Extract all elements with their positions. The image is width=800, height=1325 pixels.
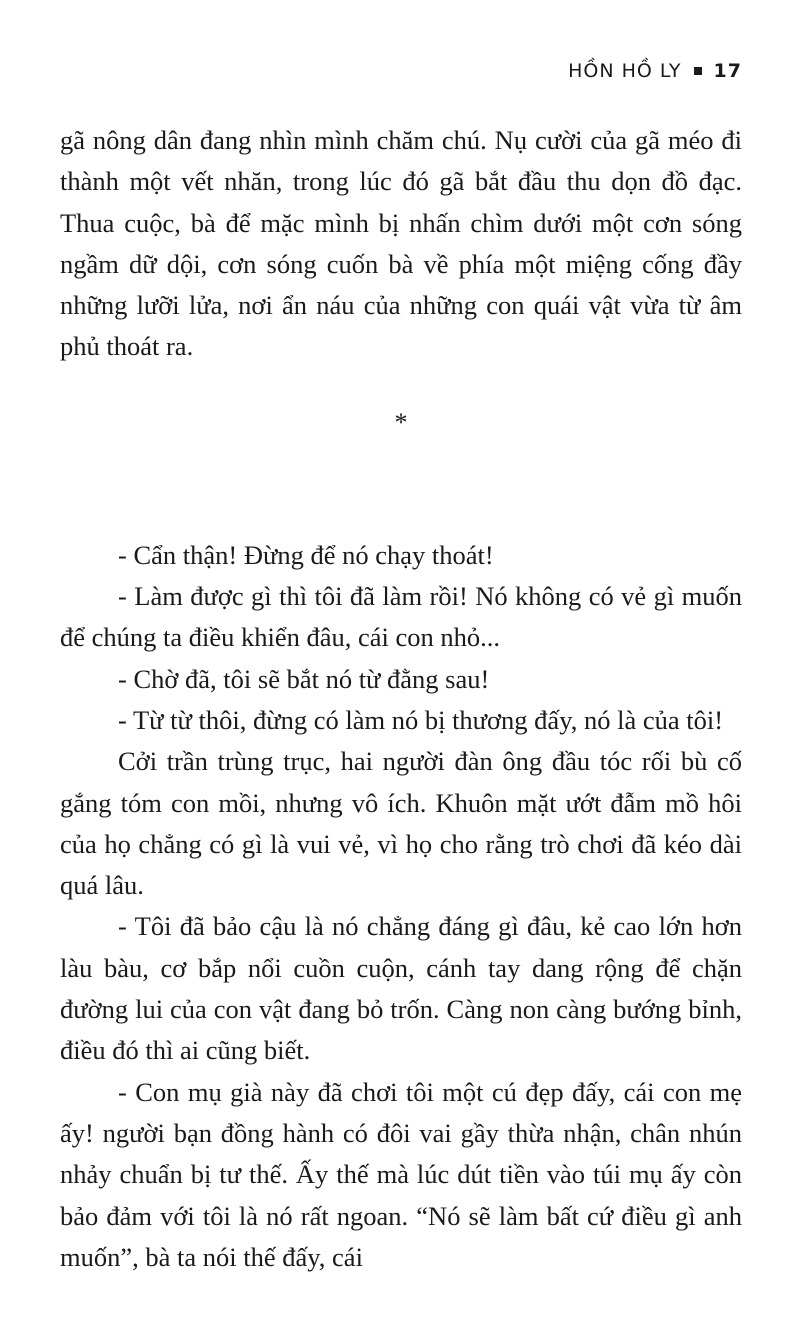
dialogue-line: - Cẩn thận! Đừng để nó chạy thoát!: [118, 539, 494, 570]
page-number: 17: [713, 60, 742, 82]
body-text: [60, 120, 742, 1278]
dialogue-line: - Làm được gì thì tôi đã làm rồi! Nó không có vẻ gì muốn để chúng ta điều khiển đâu, cái con nhỏ...: [60, 581, 742, 653]
section-separator: [60, 368, 742, 535]
chapter-title: HỒN HỒ LY: [568, 60, 682, 82]
dialogue-line: - Từ từ thôi, đừng có làm nó bị thương đấy, nó là của tôi!: [118, 704, 724, 735]
dialogue-line: - Tôi đã bảo cậu là nó chẳng đáng gì đâu, kẻ cao lớn hơn làu bàu, cơ bắp nổi cuồn cuộn, cánh tay dang rộng để chặn đường lui của con vật đang bỏ trốn. Càng non càng bướng bỉnh, điều đó thì ai cũng biết.: [60, 911, 742, 1066]
paragraph: gã nông dân đang nhìn mình chăm chú. Nụ cười của gã méo đi thành một vết nhăn, trong lúc đó gã bắt đầu thu dọn đồ đạc. Thua cuộc, bà để mặc mình bị nhấn chìm dưới một cơn sóng ngầm dữ dội, cơn sóng cuốn bà về phía một miệng cống đầy những lưỡi lửa, nơi ẩn náu của những con quái vật vừa từ âm phủ thoát ra.: [60, 125, 742, 362]
running-header: [568, 60, 742, 82]
asterisk-separator: *: [394, 407, 408, 437]
dialogue-line: - Chờ đã, tôi sẽ bắt nó từ đằng sau!: [118, 663, 490, 694]
paragraph: Cởi trần trùng trục, hai người đàn ông đầu tóc rối bù cố gắng tóm con mồi, nhưng vô ích. Khuôn mặt ướt đẫm mồ hôi của họ chẳng có gì là vui vẻ, vì họ cho rằng trò chơi đã kéo dài quá lâu.: [60, 746, 742, 901]
header-separator-square: [694, 67, 702, 75]
dialogue-line: - Con mụ già này đã chơi tôi một cú đẹp đấy, cái con mẹ ấy! người bạn đồng hành có đôi vai gầy thừa nhận, chân nhún nhảy chuẩn bị tư thế. Ấy thế mà lúc dút tiền vào túi mụ ấy còn bảo đảm với tôi là nó rất ngoan. “Nó sẽ làm bất cứ điều gì anh muốn”, bà ta nói thế đấy, cái: [60, 1076, 742, 1272]
